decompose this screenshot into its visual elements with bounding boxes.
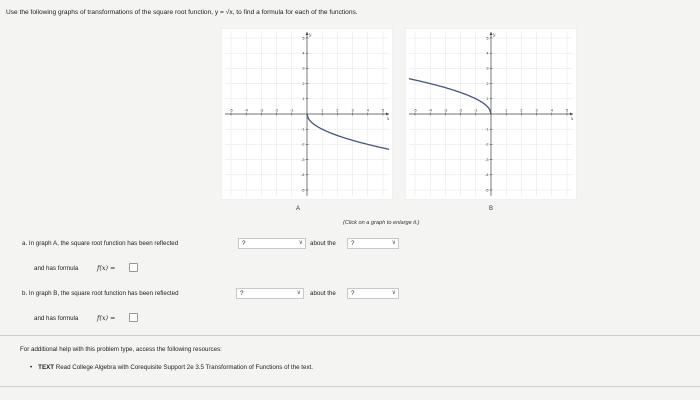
y-tick-label: -1 <box>485 127 489 132</box>
x-tick-label: 5 <box>565 108 569 113</box>
bullet: • <box>30 364 33 371</box>
x-tick-label: 2 <box>520 108 523 113</box>
graph-b[interactable] <box>405 28 577 200</box>
question-b-axis-dropdown[interactable] <box>347 288 399 299</box>
graph-a[interactable] <box>221 28 393 200</box>
x-tick-label: 3 <box>351 108 354 113</box>
y-tick-label: -4 <box>301 173 305 178</box>
help-resource-link[interactable]: TEXT <box>38 364 54 371</box>
x-tick-label: -1 <box>474 108 478 113</box>
question-a-answer-box[interactable] <box>129 263 138 272</box>
divider <box>0 335 700 336</box>
y-axis-label: y <box>309 32 312 37</box>
question-b-answer-box[interactable] <box>129 313 138 322</box>
question-a-about-text: about the <box>310 240 336 247</box>
chevron-down-icon: ∨ <box>391 290 396 296</box>
x-tick-label: 1 <box>321 108 324 113</box>
chevron-down-icon: ∨ <box>296 290 301 296</box>
question-a-axis-dropdown[interactable] <box>347 238 399 249</box>
graph-b-label: B <box>489 206 494 212</box>
x-tick-label: -2 <box>458 108 463 113</box>
question-b-fx: f(x) = <box>97 314 116 322</box>
y-tick-label: 5 <box>486 36 489 41</box>
x-tick-label: -5 <box>229 108 233 113</box>
question-b-about-text: about the <box>310 290 336 297</box>
y-tick-label: -2 <box>301 142 305 147</box>
chevron-down-icon: ∨ <box>391 240 396 246</box>
question-a-formula-label: and has formula <box>34 265 79 272</box>
dropdown-value: ? <box>240 290 244 297</box>
question-a-reflection-dropdown[interactable] <box>238 238 306 249</box>
x-tick-label: -2 <box>274 108 279 113</box>
help-title: For additional help with this problem type, access the following resources: <box>20 346 222 353</box>
x-tick-label: -3 <box>443 108 448 113</box>
x-tick-label: 5 <box>381 108 385 113</box>
y-tick-label: 1 <box>486 97 489 102</box>
x-tick-label: -5 <box>413 108 417 113</box>
instruction-text: Use the following graphs of transformations of the square root function, y = √x, to find a formula for each of the functions. <box>6 9 358 16</box>
x-tick-label: 3 <box>535 108 538 113</box>
help-resource-text: Read College Algebra with Corequisite Support 2e 3.5 Transformation of Functions of the text. <box>54 364 313 371</box>
y-tick-label: -4 <box>485 173 489 178</box>
x-tick-label: -1 <box>290 108 294 113</box>
dropdown-value: ? <box>351 290 355 297</box>
x-tick-label: -4 <box>428 108 432 113</box>
y-tick-label: -2 <box>485 142 489 147</box>
x-tick-label: 4 <box>366 108 369 113</box>
x-tick-label: 4 <box>550 108 553 113</box>
y-axis-label: y <box>493 32 496 37</box>
x-tick-label: 2 <box>336 108 339 113</box>
question-b-text: b. In graph B, the square root function has been reflected <box>22 290 179 297</box>
x-axis-label: x <box>571 116 574 121</box>
graph-a-label: A <box>296 206 301 212</box>
enlarge-note: (Click on a graph to enlarge it.) <box>343 220 420 226</box>
y-tick-label: 1 <box>302 97 305 102</box>
y-tick-label: 2 <box>302 81 305 86</box>
y-tick-label: 2 <box>486 81 489 86</box>
question-b-reflection-dropdown[interactable] <box>236 288 304 299</box>
y-tick-label: 4 <box>302 51 305 56</box>
y-tick-label: -5 <box>301 188 305 193</box>
y-tick-label: -5 <box>485 188 489 193</box>
x-tick-label: -4 <box>244 108 248 113</box>
x-tick-label: 1 <box>505 108 508 113</box>
question-b-formula-label: and has formula <box>34 315 79 322</box>
x-tick-label: -3 <box>259 108 264 113</box>
y-tick-label: 3 <box>486 66 489 71</box>
y-tick-label: -1 <box>301 127 305 132</box>
y-tick-label: 4 <box>486 51 489 56</box>
help-resource-item <box>30 364 313 371</box>
y-tick-label: -3 <box>485 157 489 162</box>
y-tick-label: 5 <box>302 36 305 41</box>
y-tick-label: 3 <box>302 66 305 71</box>
question-a-text: a. In graph A, the square root function has been reflected <box>22 240 179 247</box>
dropdown-value: ? <box>242 240 246 247</box>
dropdown-value: ? <box>351 240 355 247</box>
x-axis-label: x <box>387 116 390 121</box>
y-tick-label: -3 <box>301 157 305 162</box>
question-a-fx: f(x) = <box>97 264 116 272</box>
chevron-down-icon: ∨ <box>298 240 303 246</box>
divider <box>0 386 700 387</box>
